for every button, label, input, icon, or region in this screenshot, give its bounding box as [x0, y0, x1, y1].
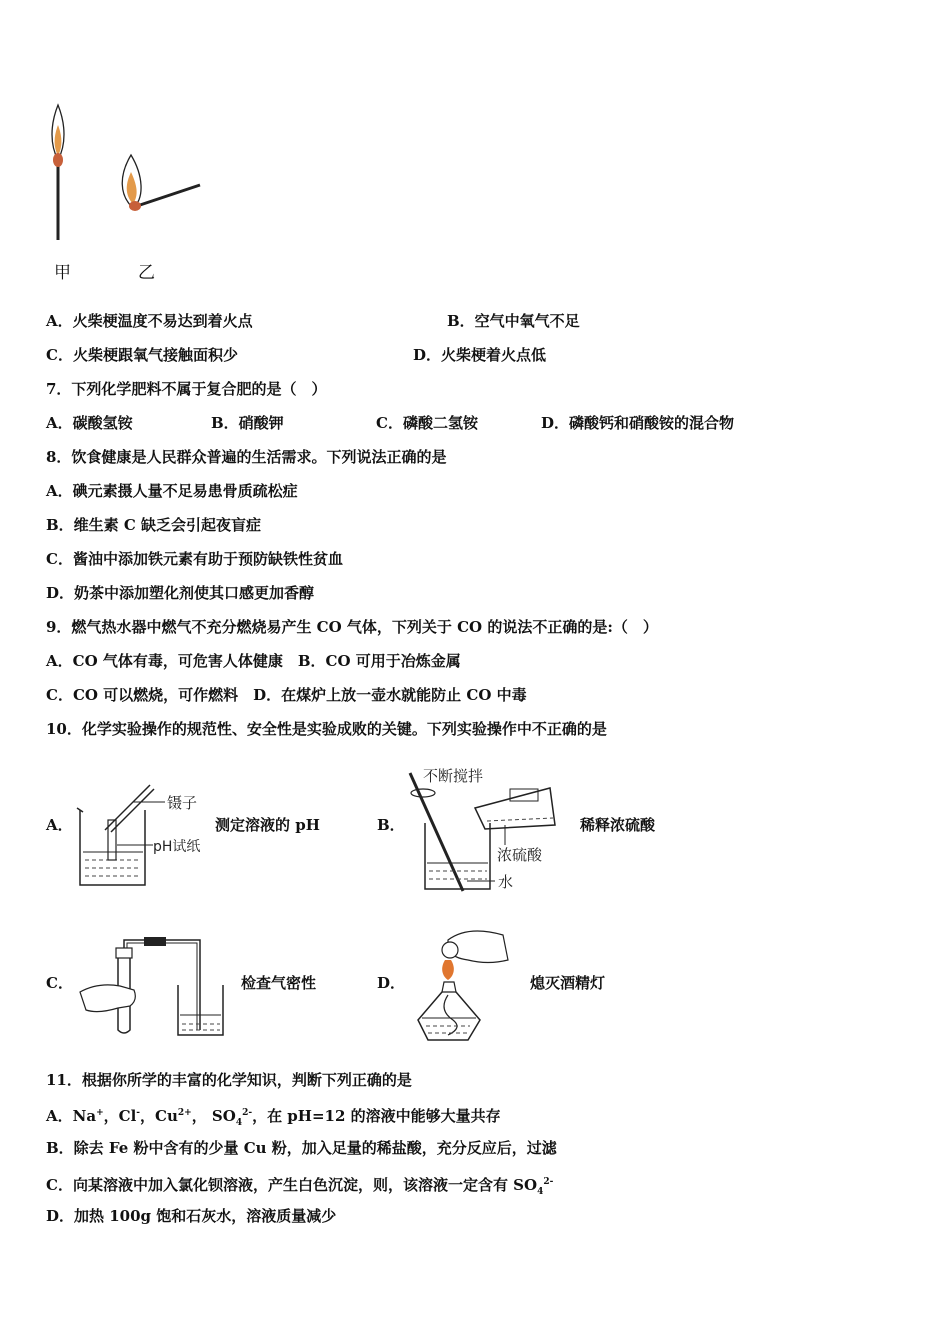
q10-c-letter: C．: [46, 974, 73, 992]
label-yi: 乙: [138, 263, 155, 283]
q10-b-text: 稀释浓硫酸: [580, 816, 656, 834]
match-figure-yi: [115, 150, 210, 220]
q6-option-d: D．火柴梗着火点低: [413, 346, 547, 364]
airtightness-diagram: [78, 930, 238, 1040]
q8-option-c: C．酱油中添加铁元素有助于预防缺铁性贫血: [46, 550, 343, 568]
q10-a-text: 测定溶液的 pH: [215, 816, 320, 834]
q9-stem: 9．燃气热水器中燃气不充分燃烧易产生 CO 气体，下列关于 CO 的说法不正确的是:（ ）: [46, 618, 658, 636]
alcohol-lamp-diagram: [408, 920, 518, 1045]
q10-c-text: 检查气密性: [241, 974, 317, 992]
q9-option-ab: A．CO 气体有毒，可危害人体健康 B．CO 可用于冶炼金属: [46, 652, 461, 670]
label-conc-acid: 浓硫酸: [497, 846, 543, 864]
label-stir: 不断搅拌: [423, 767, 484, 785]
q7-option-c: C．磷酸二氢铵: [376, 414, 478, 432]
q8-stem: 8．饮食健康是人民群众普遍的生活需求。下列说法正确的是: [46, 448, 447, 466]
q8-option-a: A．碘元素摄人量不足易患骨质疏松症: [46, 482, 298, 500]
q7-option-b: B．硝酸钾: [211, 414, 284, 432]
q10-a-letter: A．: [46, 816, 73, 834]
label-jia: 甲: [54, 263, 71, 283]
q10-b-letter: B．: [377, 816, 405, 834]
match-figure-jia: [40, 100, 90, 245]
label-ph-paper: pH试纸: [153, 839, 201, 855]
q11-option-b: B．除去 Fe 粉中含有的少量 Cu 粉，加入足量的稀盐酸，充分反应后，过滤: [46, 1139, 557, 1157]
q6-option-c: C．火柴梗跟氧气接触面积少: [46, 346, 238, 364]
q11-option-c: C．向某溶液中加入氯化钡溶液，产生白色沉淀，则，该溶液一定含有 $SO_4^{2-}$: [46, 1176, 554, 1197]
q6-option-b: B．空气中氧气不足: [447, 312, 580, 330]
q7-option-a: A．碳酸氢铵: [46, 414, 133, 432]
q10-d-letter: D．: [377, 974, 406, 992]
q11-option-a: A．Na+，Cl-，$Cu^{2+}$， $SO_4^{2-}$，在 pH=12 的溶液中能够大量共存: [46, 1107, 501, 1128]
q7-stem: 7．下列化学肥料不属于复合肥的是（ ）: [46, 380, 327, 398]
q8-option-b: B．维生素 C 缺乏会引起夜盲症: [46, 516, 262, 534]
dilute-acid-diagram: [405, 763, 575, 898]
q11-option-d: D．加热 100g 饱和石灰水，溶液质量减少: [46, 1207, 337, 1225]
q11-stem: 11．根据你所学的丰富的化学知识，判断下列正确的是: [46, 1071, 412, 1089]
label-tweezers: 镊子: [167, 794, 198, 812]
q8-option-d: D．奶茶中添加塑化剂使其口感更加香醇: [46, 584, 315, 602]
q7-option-d: D．磷酸钙和硝酸铵的混合物: [541, 414, 735, 432]
q9-option-cd: C．CO 可以燃烧，可作燃料 D．在煤炉上放一壶水就能防止 CO 中毒: [46, 686, 527, 704]
ph-test-diagram: [75, 780, 215, 895]
q10-d-text: 熄灭酒精灯: [530, 974, 606, 992]
label-water: 水: [498, 873, 514, 891]
q10-stem: 10．化学实验操作的规范性、安全性是实验成败的关键。下列实验操作中不正确的是: [46, 720, 607, 738]
q6-option-a: A．火柴梗温度不易达到着火点: [46, 312, 253, 330]
